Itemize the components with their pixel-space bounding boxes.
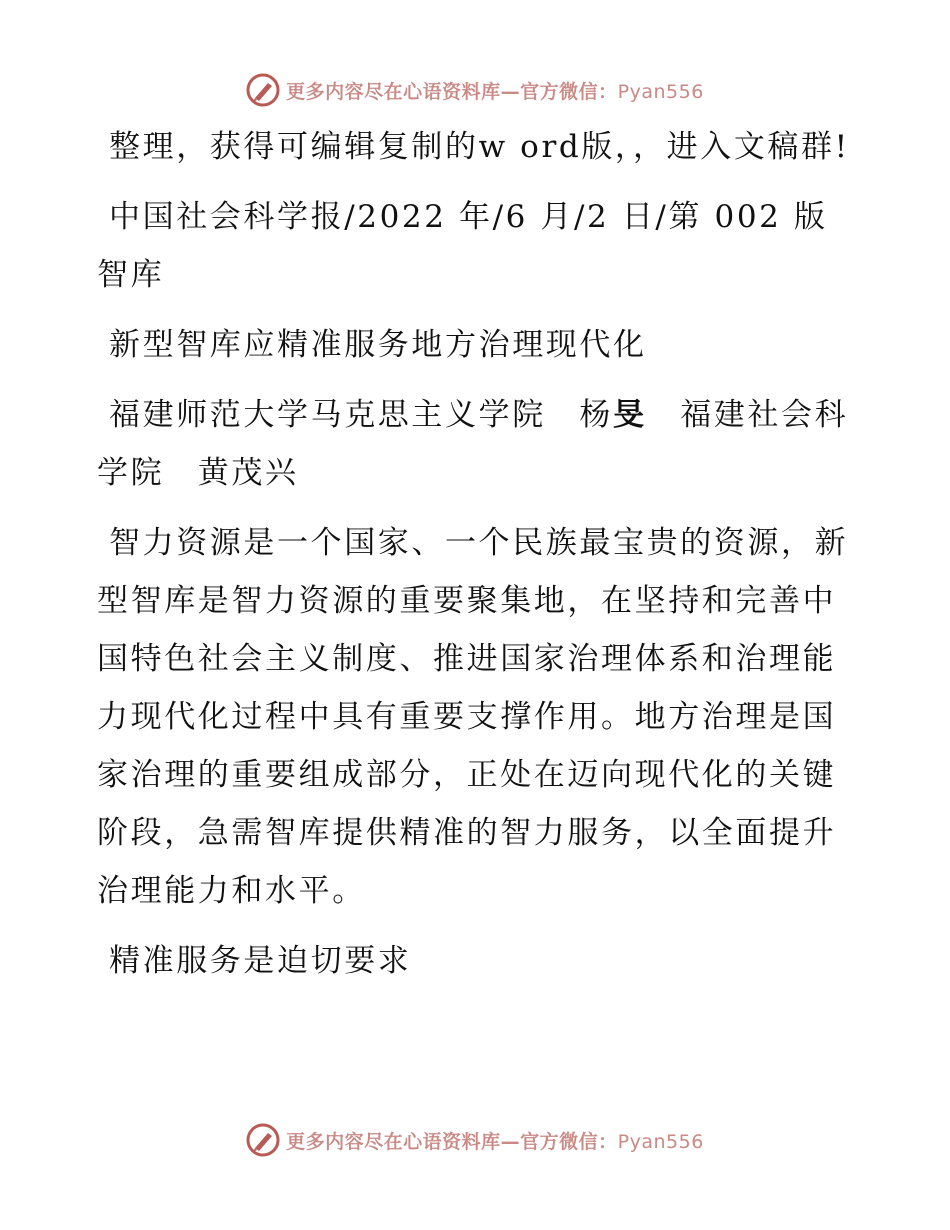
section-heading: 精准服务是迫切要求: [109, 943, 412, 979]
author-line: 福建师范大学马克思主义学院 杨旻 福建社会科学院 黄茂兴: [97, 397, 849, 491]
pen-logo-icon: [246, 73, 280, 107]
body-paragraph: 智力资源是一个国家、一个民族最宝贵的资源，新型智库是智力资源的重要聚集地，在坚持和完善中国特色社会主义制度、推进国家治理体系和治理能力现代化过程中具有重要支撑作用。地方治理是国家治理的重要组成部分，正处在迈向现代化的关键阶段，急需智库提供精准的智力服务，以全面提升治理能力和水平。: [97, 525, 849, 909]
footer-watermark: [0, 1118, 950, 1162]
intro-paragraph: 整理，获得可编辑复制的w ord版，，进入文稿群!: [109, 129, 850, 165]
header-watermark: [0, 68, 950, 112]
watermark-text: 更多内容尽在心语资料库—官方微信：Pyan556: [286, 80, 704, 103]
article-title: 新型智库应精准服务地方治理现代化: [109, 327, 647, 363]
pen-logo-icon: [246, 1123, 280, 1157]
source-line: 中国社会科学报/2022 年/6 月/2 日/第 002 版智库: [97, 199, 828, 293]
watermark-text: 更多内容尽在心语资料库—官方微信：Pyan556: [286, 1130, 704, 1153]
document-body: [97, 118, 857, 1002]
